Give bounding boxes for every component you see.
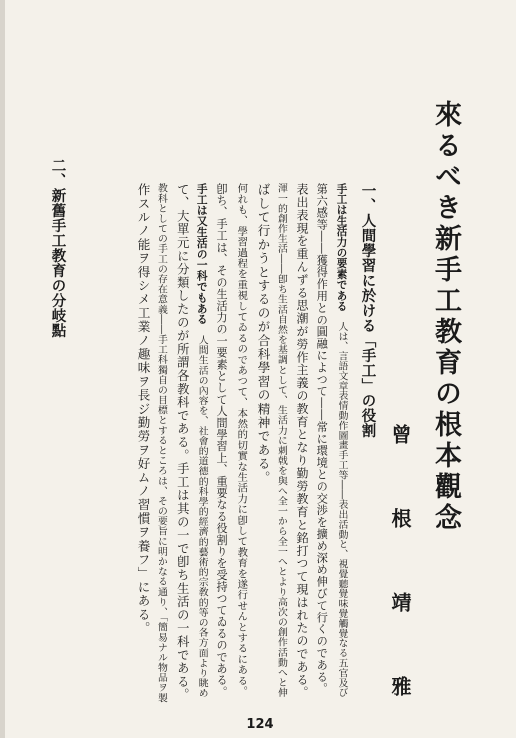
- line-text: 第六感等――獲得作用との圓融によつて――常に環境との交渉を擴め深め伸びて行くのである。: [315, 183, 329, 695]
- article-title: 來るべき新手工教育の根本觀念: [430, 100, 461, 534]
- line-text: 人間生活の內容を、社會的道德的科學的經濟的藝術的宗敎的等の各方面より眺め: [196, 324, 208, 699]
- bold-lead: 手工は生活力の要素である: [335, 183, 348, 312]
- line-text: ばして行かうとするのが合科學習の精神である。: [255, 183, 271, 485]
- line-text: て、大單元に分類したのが所謂各教科である。手工は其の一で卽ち生活の一科である。: [175, 183, 190, 702]
- body-line: [156, 183, 166, 703]
- author-name: 曾 根 靖 雅: [388, 424, 412, 718]
- body-line: [296, 183, 308, 699]
- line-text: 卽ち、手工は、その生活力の一要素として人間學習上、重要なる役割りを受持つてゐるのである。: [215, 183, 229, 698]
- line-text: 教科としての手工の存在意義――手工科獨自の目標とするところは、その要旨に明かなる通り、「簡易ナル物品ヲ製: [155, 183, 167, 703]
- body-line: [336, 183, 347, 698]
- body-line: [136, 183, 149, 635]
- body-line: [216, 183, 227, 698]
- section-heading-1: 一、人間學習に於ける「手工」の役割: [359, 183, 377, 438]
- body-line: [236, 183, 246, 697]
- body-line: [196, 183, 207, 698]
- line-text: 人は、言語文章表情動作圖畫手工等――表出活動と、視覺聽覺味覺觸覺なる五官及び: [336, 311, 348, 698]
- bold-lead: 手工は又生活の一科でもある: [195, 183, 209, 325]
- line-text: 表出表現を重んずる思潮が勞作主義の教育となり勤勞教育と銘打つて現はれたのである。: [295, 183, 309, 699]
- body-line: [176, 183, 188, 702]
- body-line: [256, 183, 269, 484]
- line-text: 作スルノ能ヲ得シメ工業ノ趣味ヲ長ジ勤勞ヲ好ムノ習慣ヲ養フ」にある。: [135, 183, 151, 636]
- section-heading-2: 二、新舊手工教育の分岐點: [49, 158, 67, 338]
- line-text: 渾一的創作生活――卽ち生活自然を基調として、生活力に刺戟を與へ全一から全一へとより高次の創作活動へと伸: [275, 183, 287, 698]
- body-line: [276, 183, 286, 698]
- line-text: 何れも、學習過程を重視してゐるのであつて、本然的切實な生活力に卽して教育を遂行せんとするにある。: [235, 183, 248, 697]
- page-edge: [0, 0, 5, 738]
- page-number: 124: [246, 717, 274, 732]
- body-line: [316, 183, 327, 695]
